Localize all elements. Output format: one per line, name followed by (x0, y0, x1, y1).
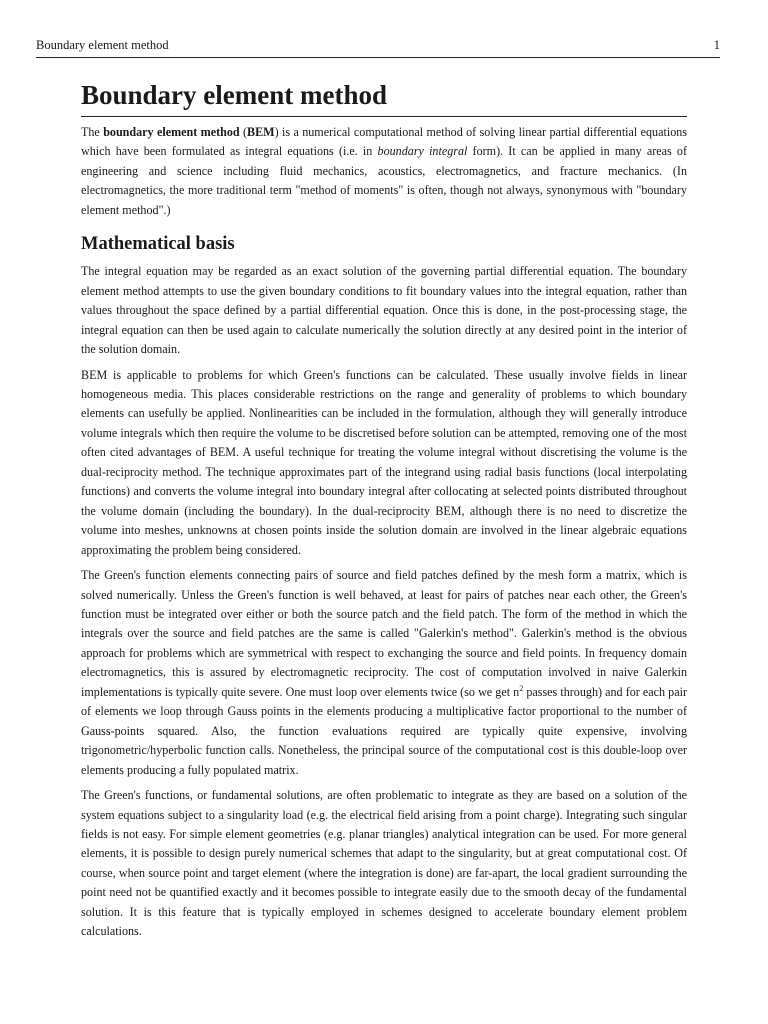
article-body (81, 80, 687, 948)
intro-paragraph (81, 123, 687, 220)
paragraph-2: BEM is applicable to problems for which Green's functions can be calculated. These usually involve fields in linear homogeneous media. This places considerable restrictions on the range and generality of problems to which boundary elements can usefully be applied. Nonlinearities can be included in the formulation, although they will generally introduce volume integrals which then require the volume to be discretised before solution can be attempted, removing one of the most often cited advantages of BEM. A useful technique for treating the volume integral without discretising the volume is the dual-reciprocity method. The technique approximates part of the integrand using radial basis functions (local interpolating functions) and converts the volume integral into boundary integral after collocating at selected points distributed throughout the volume domain (including the boundary). In the dual-reciprocity BEM, although there is no need to discretize the volume into meshes, unknowns at chosen points inside the solution domain are involved in the linear algebraic equations approximating the problem being considered. (81, 367, 687, 557)
intro-text-3: ) is a numerical computational method of solving linear partial differential equations which have been formulated as integral equations (i.e. in (81, 125, 687, 159)
paragraph-3-text-b: passes through) and for each pair of elements we loop through Gauss points in the elements producing a multiplicative factor proportional to the number of Gauss-points squared. Also, the function evaluations required are typically quite expensive, involving trigonometric/hyperbolic function calls. Nonetheless, the principal source of the computational cost is this double-loop over elements producing a fully populated matrix. (81, 684, 687, 777)
intro-text-2: ( (239, 125, 248, 139)
intro-abbr-bem: BEM (247, 125, 275, 139)
intro-text-4: form). It can be applied in many areas of engineering and science including fluid mechanics, acoustics, electromagnetics, and fracture mechanics. (In electromagnetics, the more traditional term "method of moments" is often, though not always, synonymous with "boundary element method".) (81, 144, 687, 217)
paragraph-3-text-a: The Green's function elements connecting pairs of source and field patches defined by the mesh form a matrix, which is solved numerically. Unless the Green's function is well behaved, at least for pairs of patches near each other, the Green's function must be integrated over either or both the source patch and the field patch. The form of the method in which the integrals over the source and field patches are the same is called "Galerkin's method". Galerkin's method is the obvious approach for problems which are symmetrical with respect to exchanging the source and field points. In frequency domain electromagnetics, this is assured by electromagnetic reciprocity. The cost of computation involved in naive Galerkin implementations is typically quite severe. One must loop over elements twice (so we get n (81, 568, 687, 699)
running-header-title: Boundary element method (36, 38, 169, 52)
paragraph-4: The Green's functions, or fundamental solutions, are often problematic to integrate as they are based on a solution of the system equations subject to a singularity load (e.g. the electrical field arising from a point charge). Integrating such singular fields is not easy. For simple element geometries (e.g. planar triangles) analytical integration can be used. For more general elements, it is possible to design purely numerical schemes that adapt to the singularity, but at great computational cost. Of course, when source point and target element (where the integration is done) are far-apart, the local gradient surrounding the point need not be quantified exactly and it becomes possible to integrate easily due to the smooth decay of the fundamental solution. It is this feature that is typically employed in schemes designed to accelerate boundary element problem calculations. (81, 788, 687, 939)
article-title: Boundary element method (81, 80, 687, 117)
intro-italic-boundary-integral: boundary integral (377, 144, 468, 159)
paragraph-1: The integral equation may be regarded as an exact solution of the governing partial differential equation. The boundary element method attempts to use the given boundary conditions to fit boundary values into the integral equation, rather than values throughout the space defined by a partial differential equation. Once this is done, in the post-processing stage, the integral equation can then be used again to calculate numerically the solution directly at any desired point in the interior of the solution domain. (81, 264, 687, 357)
intro-term-bem: boundary element method (103, 125, 240, 139)
superscript-2: 2 (519, 683, 524, 693)
running-header (36, 38, 720, 58)
paragraph-3 (81, 566, 687, 780)
page-number: 1 (713, 38, 720, 52)
section-heading-mathematical-basis: Mathematical basis (81, 234, 235, 255)
intro-text-1: The (81, 125, 104, 139)
